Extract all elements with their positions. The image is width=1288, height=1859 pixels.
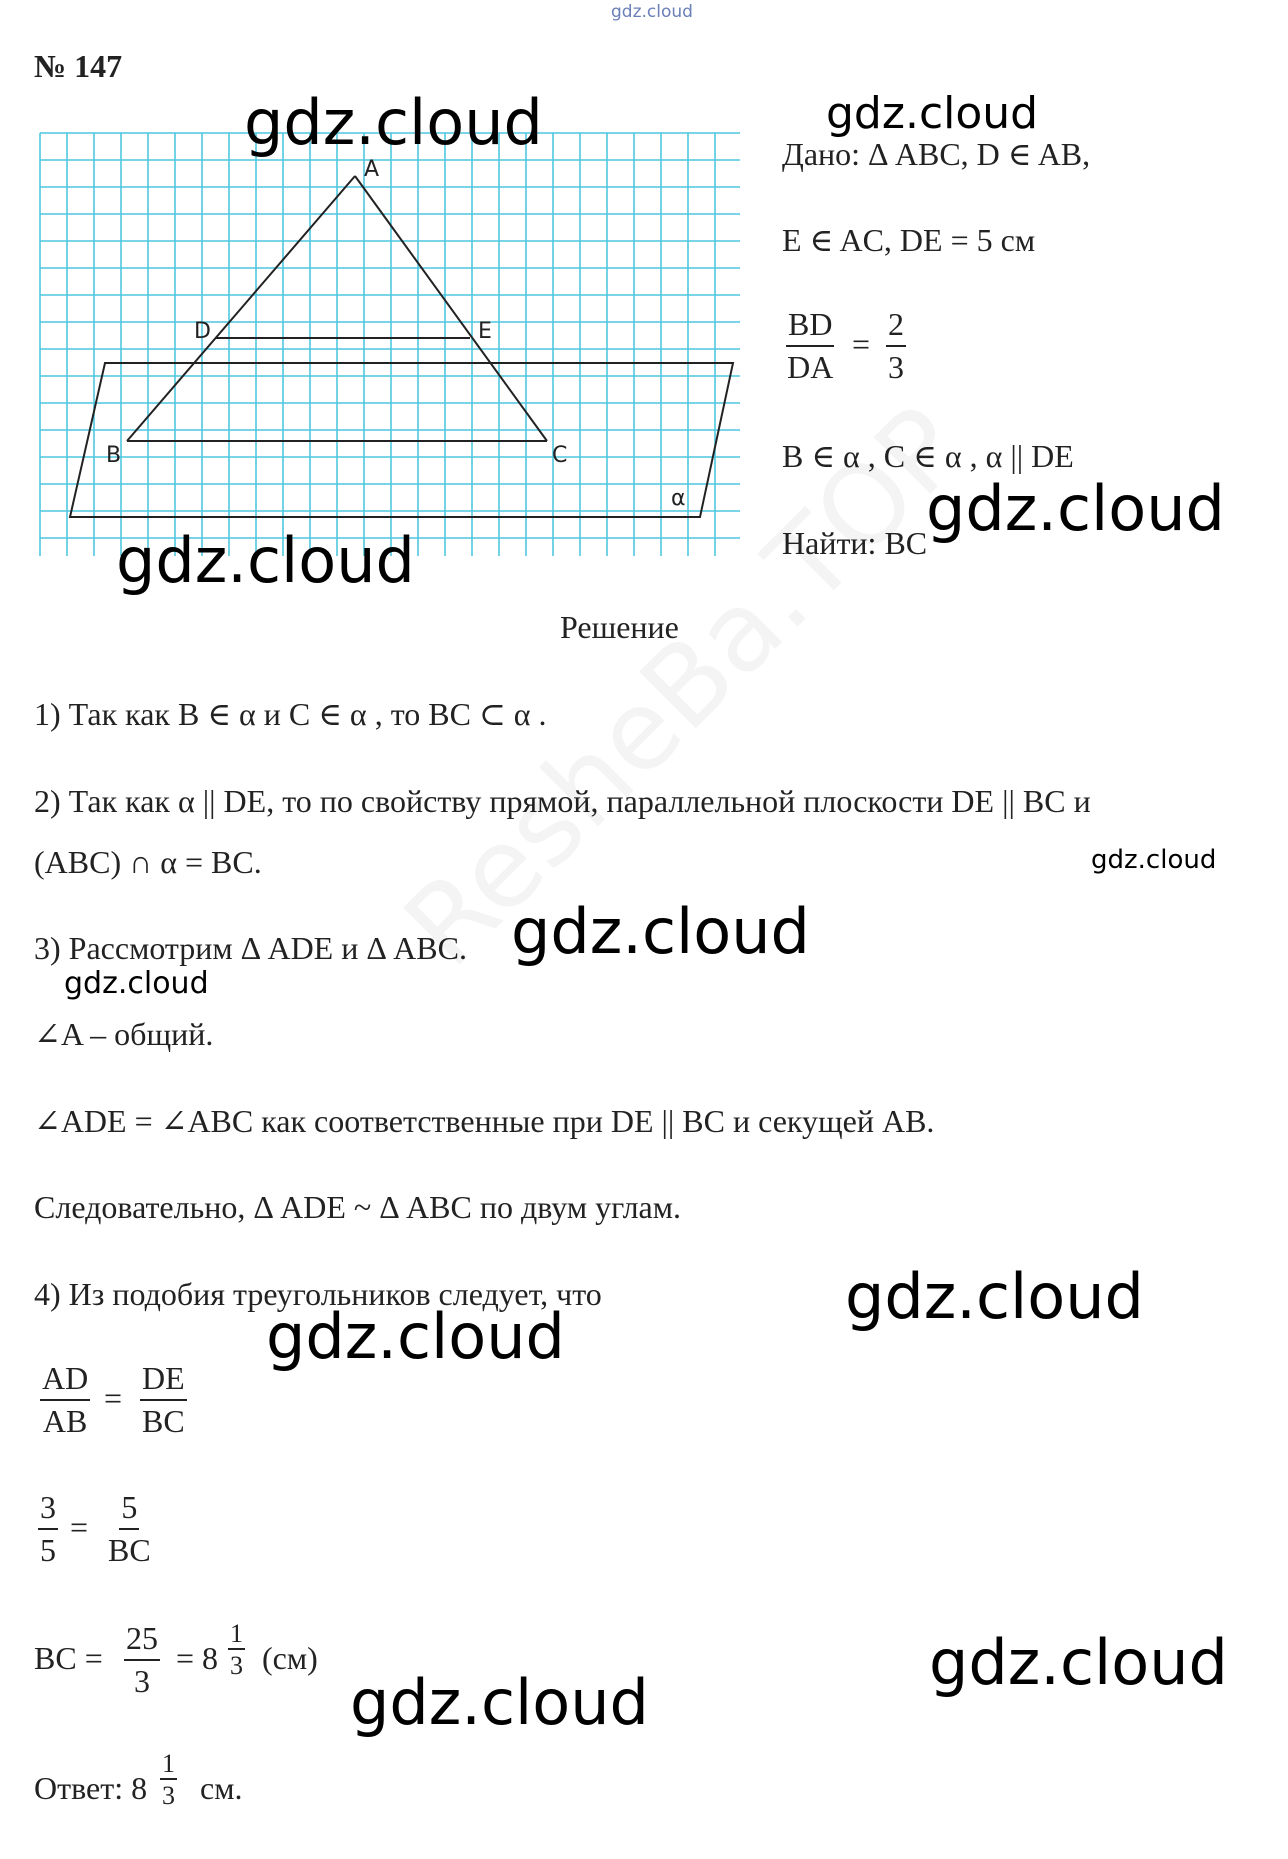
eq2-right-fraction [108, 1491, 151, 1567]
label-e: E [478, 319, 492, 344]
watermark: gdz.cloud [826, 88, 1039, 139]
ratio-value-numerator: 2 [886, 308, 906, 347]
solution-heading: Решение [560, 609, 679, 645]
watermark: gdz.cloud [926, 472, 1225, 545]
find-line: Найти: BC [782, 525, 928, 561]
eq1-denominator-right: BC [141, 1402, 185, 1439]
answer-numerator: 1 [160, 1750, 177, 1780]
top-watermark: gdz.cloud [611, 2, 693, 22]
eq1-numerator-left: AD [40, 1362, 90, 1401]
eq3-numerator: 25 [124, 1622, 160, 1661]
watermark: gdz.cloud [116, 524, 415, 597]
watermark: gdz.cloud [1091, 845, 1217, 875]
side-ab [127, 176, 355, 441]
eq2-numerator-left: 3 [38, 1491, 58, 1530]
label-a: A [364, 157, 380, 182]
label-d: D [194, 319, 211, 344]
answer-unit: см. [200, 1770, 243, 1806]
eq2-denominator-left: 5 [40, 1531, 56, 1568]
ratio-denominator: DA [787, 348, 834, 385]
eq2-numerator-right: 5 [119, 1491, 139, 1530]
watermark: gdz.cloud [929, 1626, 1228, 1699]
eq1-left-fraction [40, 1362, 90, 1438]
given-line-2: E ∈ AC, DE = 5 см [782, 222, 1036, 258]
step-3: 3) Рассмотрим Δ ADE и Δ ABC. [34, 930, 467, 966]
step-2-line-2: (ABC) ∩ α = BC. [34, 844, 262, 880]
eq3-lhs: BC = [34, 1640, 103, 1676]
eq3-unit: (см) [262, 1640, 318, 1676]
eq2-equals: = [70, 1509, 89, 1545]
eq1-right-fraction [140, 1362, 187, 1438]
answer-prefix: Ответ: 8 [34, 1770, 148, 1806]
watermark: gdz.cloud [266, 1300, 565, 1373]
eq2-denominator-right: BC [108, 1531, 151, 1568]
eq3-equals-whole: = 8 [176, 1640, 219, 1676]
answer-fraction [160, 1750, 177, 1810]
watermark: gdz.cloud [244, 86, 543, 159]
label-c: C [552, 443, 568, 468]
eq3-denominator: 3 [134, 1662, 150, 1699]
eq1-denominator-left: AB [42, 1402, 88, 1439]
step-4: 4) Из подобия треугольников следует, что [34, 1276, 602, 1312]
graph-grid [40, 133, 740, 556]
label-b: B [106, 443, 122, 468]
given-ratio-left [786, 308, 834, 384]
step-2-line-1: 2) Так как α || DE, то по свойству прямой, параллельной плоскости DE || BC и [34, 783, 1091, 819]
angles-equal: ∠ADE = ∠ABC как соответственные при DE || BC и секущей AB. [34, 1103, 935, 1139]
angle-common: ∠A – общий. [34, 1016, 214, 1052]
label-alpha: α [671, 486, 686, 511]
eq2-left-fraction [38, 1491, 58, 1567]
watermark: gdz.cloud [350, 1666, 649, 1739]
problem-number: № 147 [34, 48, 123, 84]
answer-denominator: 3 [162, 1781, 175, 1811]
watermark: gdz.cloud [64, 966, 209, 1001]
given-line-1: Дано: Δ ABC, D ∈ AB, [782, 136, 1091, 172]
given-ratio-equals: = [852, 326, 871, 362]
ratio-value-denominator: 3 [888, 348, 904, 385]
step-1: 1) Так как B ∈ α и C ∈ α , то BC ⊂ α . [34, 696, 547, 732]
watermark: gdz.cloud [845, 1260, 1144, 1333]
eq3-mixed-denominator: 3 [230, 1651, 243, 1681]
eq1-numerator-right: DE [140, 1362, 187, 1401]
eq1-equals: = [104, 1380, 123, 1416]
similarity-conclusion: Следовательно, Δ ADE ~ Δ ABC по двум углам. [34, 1189, 681, 1225]
ratio-numerator: BD [786, 308, 834, 347]
given-line-4: B ∈ α , C ∈ α , α || DE [782, 438, 1074, 474]
eq3-fraction [124, 1622, 160, 1698]
side-ac [355, 176, 547, 441]
eq3-mixed-numerator: 1 [228, 1620, 245, 1650]
eq3-mixed-fraction [228, 1620, 245, 1680]
watermark: gdz.cloud [511, 895, 810, 968]
given-ratio-right [886, 308, 906, 384]
